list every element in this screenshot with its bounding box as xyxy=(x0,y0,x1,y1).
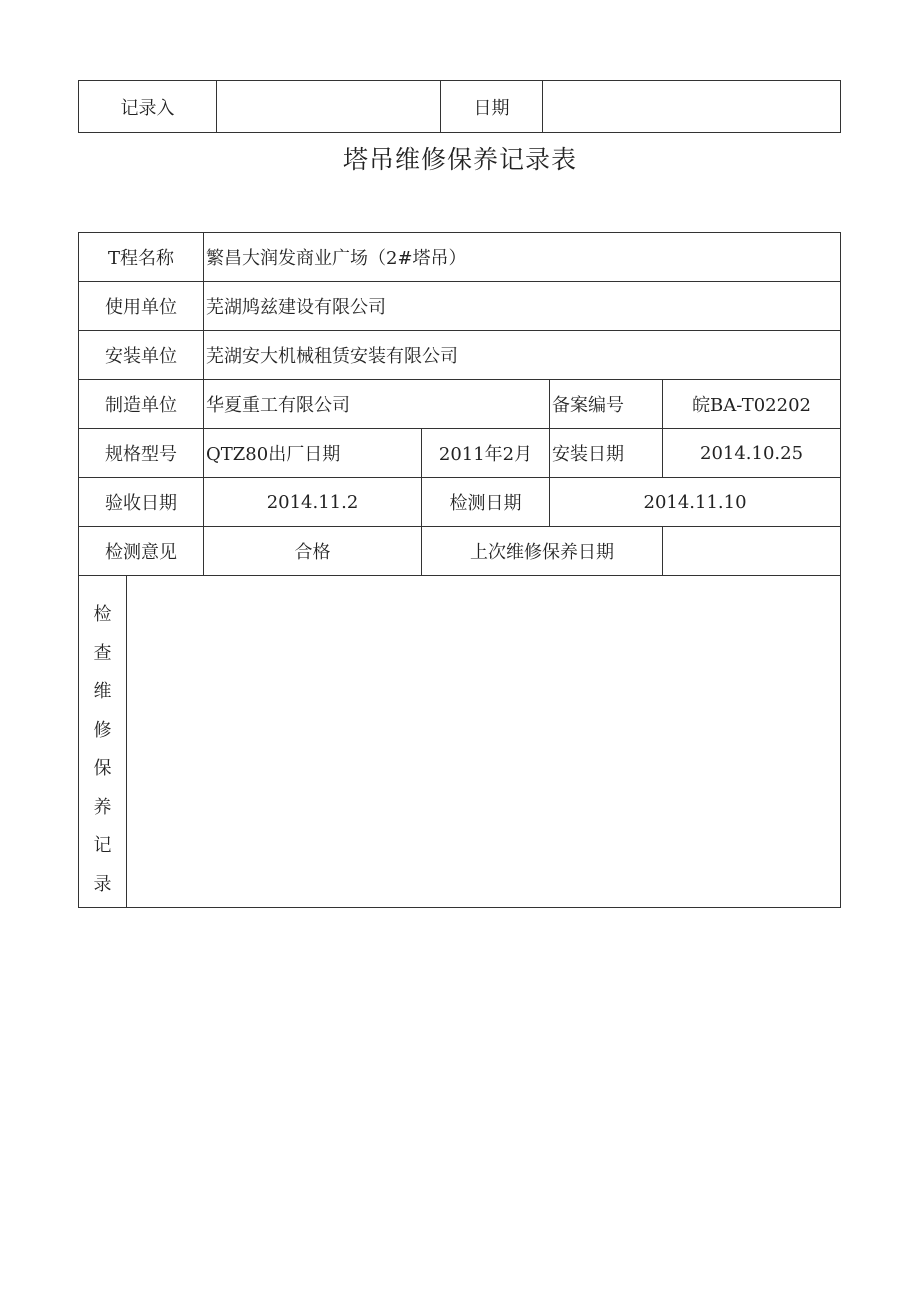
page-title: 塔吊维修保养记录表 xyxy=(342,145,577,174)
recorder-label: 记录入 xyxy=(79,81,217,133)
record-label-char: 录 xyxy=(93,873,112,895)
install-date-value[interactable]: 2014.10.25 xyxy=(663,429,841,478)
record-number-label: 备案编号 xyxy=(550,380,663,429)
record-label-char: 养 xyxy=(93,796,112,818)
factory-date-value[interactable]: 2011年2月 xyxy=(422,429,550,478)
table-row xyxy=(79,380,841,429)
user-unit-label: 使用单位 xyxy=(79,282,204,331)
record-number-value[interactable]: 皖BA-T02202 xyxy=(663,380,841,429)
model-value[interactable]: QTZ80出厂日期 xyxy=(204,429,422,478)
record-content-area[interactable] xyxy=(127,576,841,908)
record-label-char: 检 xyxy=(93,604,112,625)
recorder-table xyxy=(78,80,841,133)
table-row xyxy=(79,331,841,380)
project-name-label: T程名称 xyxy=(79,233,204,282)
inspection-opinion-value[interactable]: 合格 xyxy=(204,527,422,576)
recorder-value[interactable] xyxy=(217,81,441,133)
record-label-char: 修 xyxy=(93,719,112,741)
project-name-value[interactable]: 繁昌大润发商业广场（2#塔吊） xyxy=(204,233,841,282)
date-value[interactable] xyxy=(543,81,841,133)
date-label: 日期 xyxy=(441,81,543,133)
table-row xyxy=(79,233,841,282)
manufacturer-value[interactable]: 华夏重工有限公司 xyxy=(204,380,550,429)
table-row xyxy=(79,282,841,331)
install-unit-label: 安装单位 xyxy=(79,331,204,380)
model-label: 规格型号 xyxy=(79,429,204,478)
install-date-label: 安装日期 xyxy=(550,429,663,478)
table-row xyxy=(79,478,841,527)
record-section-label xyxy=(79,576,127,908)
maintenance-record-table xyxy=(78,232,841,908)
inspection-date-value[interactable]: 2014.11.10 xyxy=(550,478,841,527)
record-label-char: 保 xyxy=(93,758,112,779)
last-maintenance-date-label: 上次维修保养日期 xyxy=(422,527,663,576)
table-row xyxy=(79,429,841,478)
manufacturer-label: 制造单位 xyxy=(79,380,204,429)
user-unit-value[interactable]: 芜湖鸠兹建设有限公司 xyxy=(204,282,841,331)
record-label-char: 记 xyxy=(93,835,112,856)
acceptance-date-label: 验收日期 xyxy=(79,478,204,527)
table-row xyxy=(79,527,841,576)
record-label-char: 查 xyxy=(93,642,112,664)
last-maintenance-date-value[interactable] xyxy=(663,527,841,576)
inspection-date-label: 检测日期 xyxy=(422,478,550,527)
record-label-char: 维 xyxy=(93,681,112,702)
install-unit-value[interactable]: 芜湖安大机械租赁安装有限公司 xyxy=(204,331,841,380)
table-row xyxy=(79,576,841,908)
inspection-opinion-label: 检测意见 xyxy=(79,527,204,576)
acceptance-date-value[interactable]: 2014.11.2 xyxy=(204,478,422,527)
